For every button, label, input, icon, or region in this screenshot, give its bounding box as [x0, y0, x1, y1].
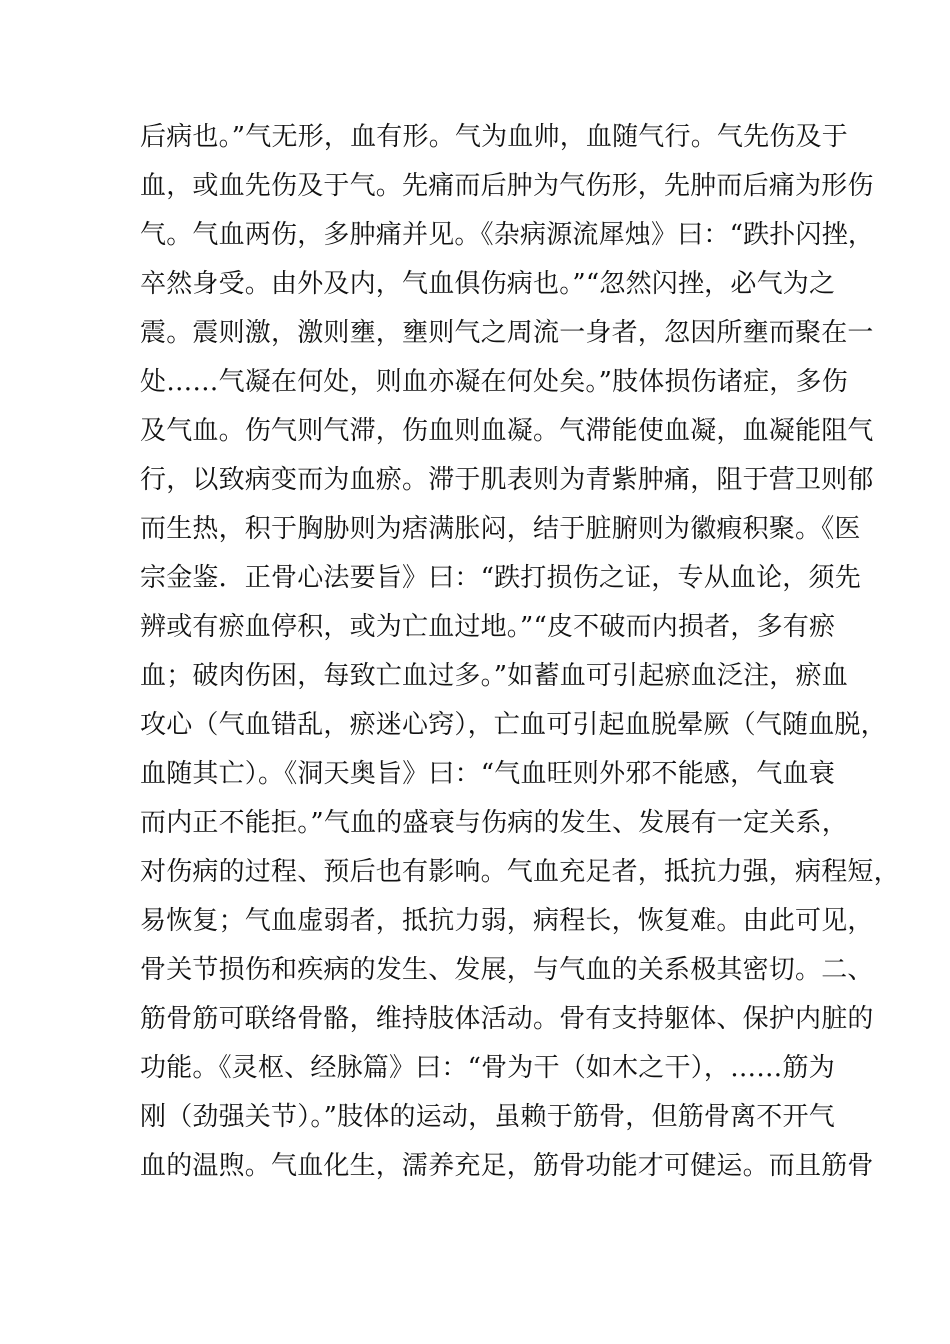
text-line-7: 及气血。伤气则气滞，伤血则血凝。气滞能使血凝，血凝能阻气 — [140, 416, 874, 446]
text-line-17: 易恢复；气血虚弱者，抵抗力弱，病程长，恢复难。由此可见， — [140, 906, 874, 936]
text-line-13: 攻心（气血错乱，瘀迷心窍），亡血可引起血脱晕厥（气随血脱， — [140, 710, 887, 740]
text-line-16: 对伤病的过程、预后也有影响。气血充足者，抵抗力强，病程短， — [140, 857, 900, 887]
text-line-3: 气。气血两伤，多肿痛并见。《杂病源流犀烛》曰：“跌扑闪挫， — [140, 220, 875, 250]
text-line-19: 筋骨筋可联络骨骼，维持肢体活动。骨有支持躯体、保护内脏的 — [140, 1004, 874, 1034]
text-line-21: 刚（劲强关节）。”肢体的运动，虽赖于筋骨，但筋骨离不开气 — [140, 1102, 835, 1132]
text-line-12: 血；破肉伤困，每致亡血过多。”如蓄血可引起瘀血泛注，瘀血 — [140, 661, 848, 691]
body-text — [140, 113, 900, 1191]
text-line-5: 震。震则激，激则壅，壅则气之周流一身者，忽因所壅而聚在一 — [140, 318, 874, 348]
text-line-14: 血随其亡）。《洞天奥旨》曰：“气血旺则外邪不能感，气血衰 — [140, 759, 835, 789]
text-line-4: 卒然身受。由外及内，气血俱伤病也。”“忽然闪挫，必气为之 — [140, 269, 836, 299]
text-line-1: 后病也。”气无形，血有形。气为血帅，血随气行。气先伤及于 — [140, 122, 848, 152]
text-line-11: 辨或有瘀血停积，或为亡血过地。”“皮不破而内损者，多有瘀 — [140, 612, 836, 642]
text-line-8: 行，以致病变而为血瘀。滞于肌表则为青紫肿痛，阻于营卫则郁 — [140, 465, 874, 495]
text-line-18: 骨关节损伤和疾病的发生、发展，与气血的关系极其密切。二、 — [140, 955, 874, 985]
text-line-2: 血，或血先伤及于气。先痛而后肿为气伤形，先肿而后痛为形伤 — [140, 171, 874, 201]
text-line-10: 宗金鉴．正骨心法要旨》曰：“跌打损伤之证，专从血论，须先 — [140, 563, 861, 593]
text-line-22: 血的温煦。气血化生，濡养充足，筋骨功能才可健运。而且筋骨 — [140, 1151, 874, 1181]
text-line-15: 而内正不能拒。”气血的盛衰与伤病的发生、发展有一定关系， — [140, 808, 848, 838]
text-line-9: 而生热，积于胸胁则为痞满胀闷，结于脏腑则为徽瘕积聚。《医 — [140, 514, 861, 544]
text-line-20: 功能。《灵枢、经脉篇》曰：“骨为干（如木之干），……筋为 — [140, 1053, 835, 1083]
text-line-6: 处……气凝在何处，则血亦凝在何处矣。”肢体损伤诸症，多伤 — [140, 367, 848, 397]
